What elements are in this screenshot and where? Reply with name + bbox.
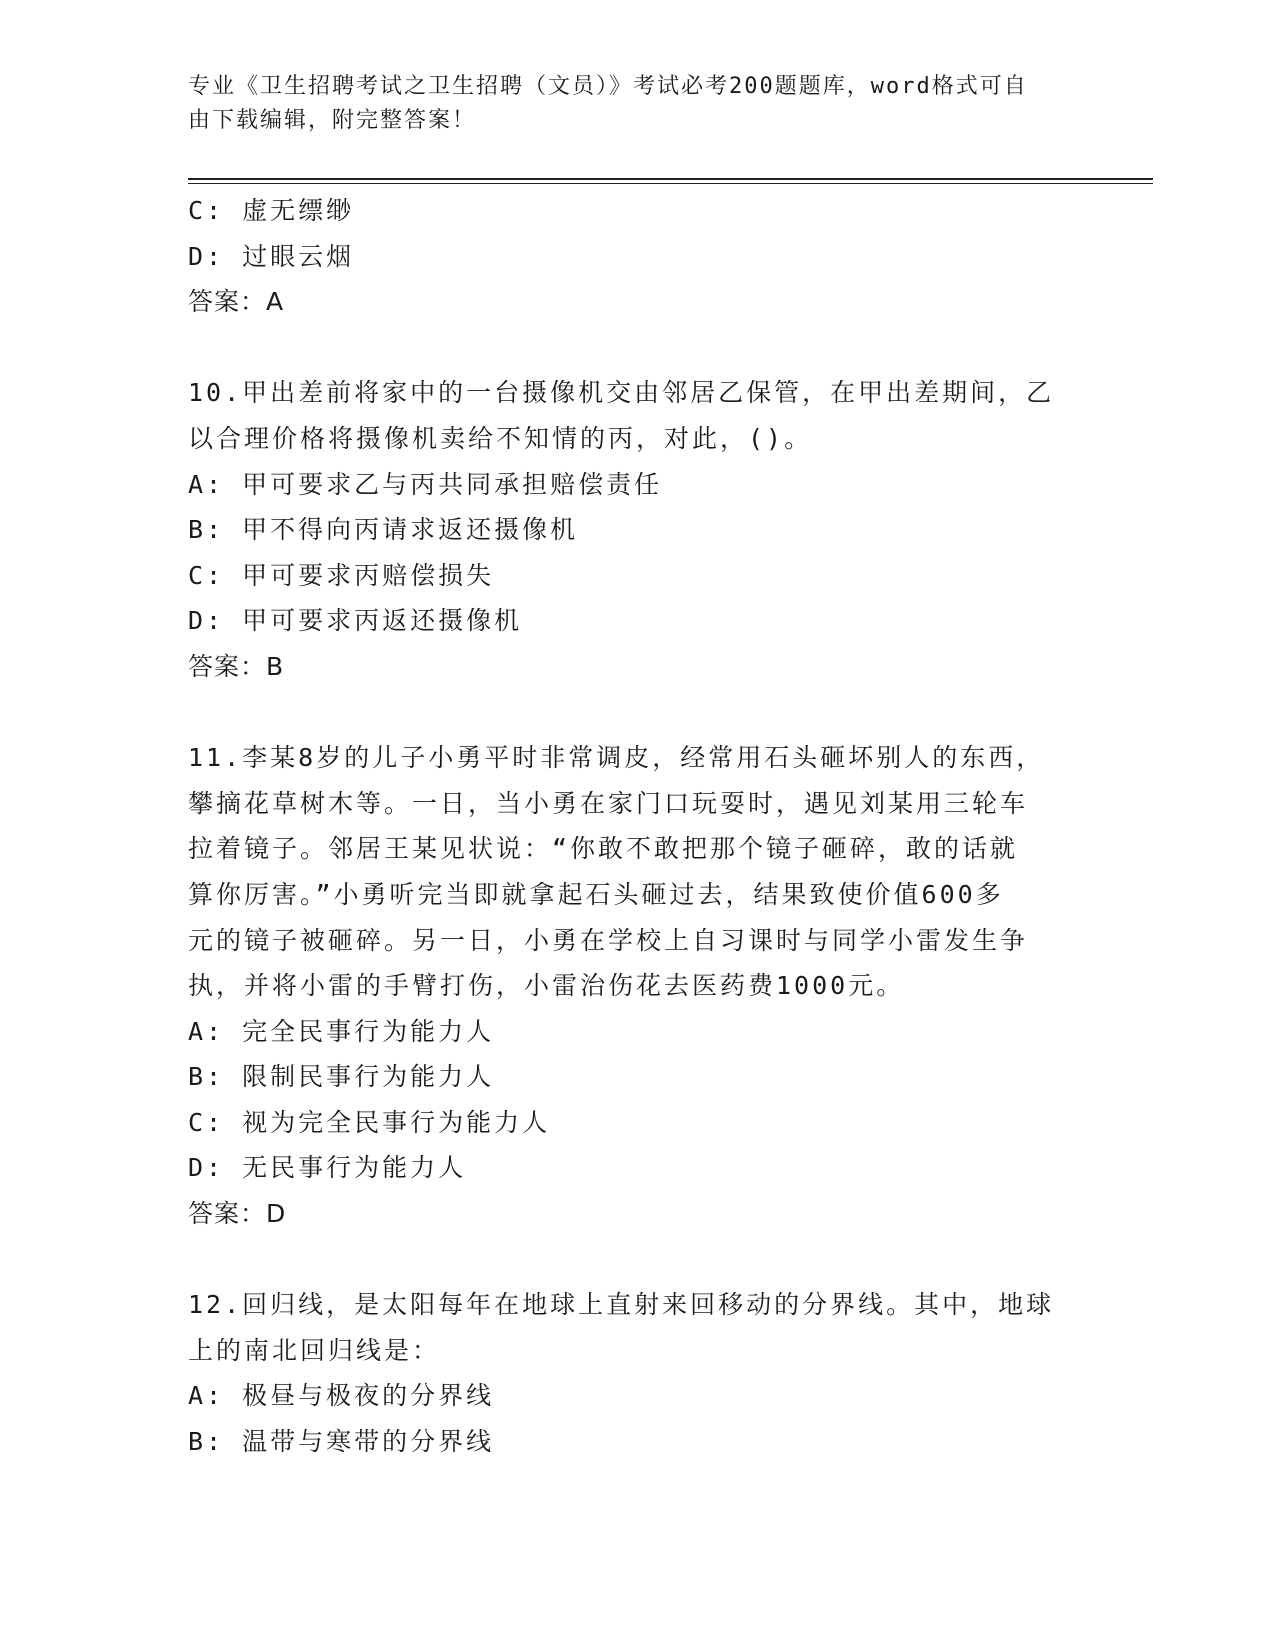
question-12 (188, 1282, 1088, 1464)
question-9-tail (188, 188, 1088, 325)
answer-line: 答案：A (188, 287, 285, 317)
question-text-line: 上的南北回归线是： (188, 1335, 441, 1365)
option-d: D: 甲可要求丙返还摄像机 (188, 606, 523, 636)
question-text-line: 12.回归线，是太阳每年在地球上直射来回移动的分界线。其中，地球 (188, 1290, 1055, 1320)
option-a: A: 甲可要求乙与丙共同承担赔偿责任 (188, 469, 663, 499)
answer-line: 答案：D (188, 1199, 287, 1229)
question-10 (188, 370, 1088, 689)
document-body (188, 188, 1088, 1465)
question-text-line: 算你厉害。”小勇听完当即就拿起石头砸过去，结果致使价值600多 (188, 879, 1004, 909)
option-b: B: 限制民事行为能力人 (188, 1062, 495, 1092)
question-text-line: 拉着镜子。邻居王某见状说：“你敢不敢把那个镜子砸碎，敢的话就 (188, 834, 1019, 864)
header-title-line-2: 由下载编辑，附完整答案！ (188, 108, 477, 133)
option-b: B: 温带与寒带的分界线 (188, 1427, 495, 1457)
option-d: D: 无民事行为能力人 (188, 1153, 467, 1183)
question-text-line: 元的镜子被砸碎。另一日，小勇在学校上自习课时与同学小雷发生争 (188, 925, 1029, 955)
answer-line: 答案：B (188, 651, 285, 681)
option-d: D: 过眼云烟 (188, 241, 355, 271)
question-text-line: 11.李某8岁的儿子小勇平时非常调皮，经常用石头砸坏别人的东西， (188, 743, 1045, 773)
option-a: A: 完全民事行为能力人 (188, 1016, 495, 1046)
option-c: C: 视为完全民事行为能力人 (188, 1107, 551, 1137)
header-title-line-1: 专业《卫生招聘考试之卫生招聘（文员）》考试必考200题题库，word格式可自 (188, 74, 1028, 99)
header-rule-thin (188, 183, 1153, 184)
option-c: C: 甲可要求丙赔偿损失 (188, 560, 495, 590)
question-spacer (188, 690, 1088, 736)
header-rule-thick (188, 178, 1153, 180)
option-a: A: 极昼与极夜的分界线 (188, 1381, 495, 1411)
question-11 (188, 735, 1088, 1237)
question-text-line: 10.甲出差前将家中的一台摄像机交由邻居乙保管，在甲出差期间，乙 (188, 378, 1055, 408)
question-text-line: 执，并将小雷的手臂打伤，小雷治伤花去医药费1000元。 (188, 971, 905, 1001)
question-text-line: 以合理价格将摄像机卖给不知情的丙，对此，()。 (188, 423, 813, 453)
document-header (188, 70, 1068, 138)
option-c: C: 虚无缥缈 (188, 196, 355, 225)
question-spacer (188, 1237, 1088, 1283)
option-b: B: 甲不得向丙请求返还摄像机 (188, 515, 579, 545)
question-spacer (188, 325, 1088, 371)
question-text-line: 攀摘花草树木等。一日，当小勇在家门口玩耍时，遇见刘某用三轮车 (188, 788, 1029, 818)
